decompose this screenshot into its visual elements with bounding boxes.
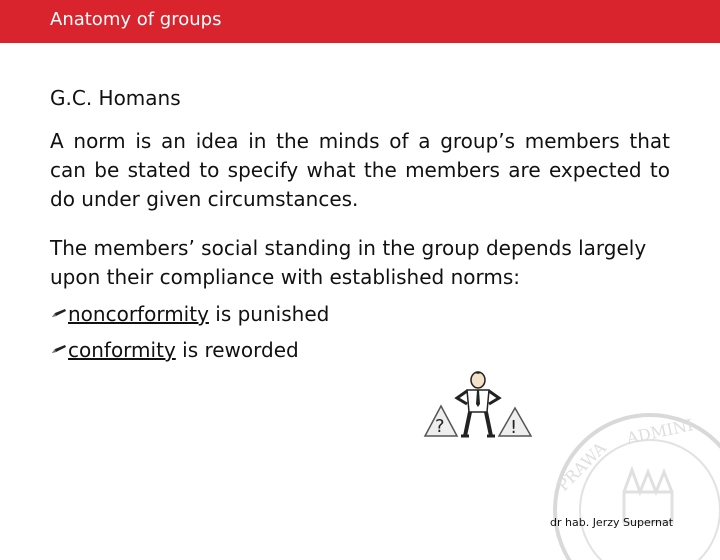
title-bar — [0, 0, 720, 43]
standing-paragraph: The members’ social standing in the group depends largely upon their compliance with established norms: — [50, 236, 647, 289]
svg-text:PRAWA: PRAWA — [553, 438, 610, 495]
bullet-item — [50, 302, 329, 326]
pencil-bullet-icon — [50, 343, 68, 357]
footer-author: dr hab. Jerzy Supernat — [550, 516, 674, 529]
svg-text:?: ? — [435, 416, 445, 437]
author-line: G.C. Homans — [50, 86, 181, 110]
svg-text:!: ! — [510, 417, 518, 438]
university-seal-watermark — [520, 400, 720, 560]
bullet-rest: is reworded — [175, 338, 299, 362]
questioning-man-clipart — [423, 370, 533, 440]
bullet-term: conformity — [68, 338, 176, 362]
definition-paragraph: A norm is an idea in the minds of a group’s members that can be stated to specify what the members are expected to do under given circumstances. — [50, 129, 670, 211]
svg-text:ADMINI: ADMINI — [624, 415, 695, 448]
bullet-rest: is punished — [208, 302, 330, 326]
bullet-term: noncorformity — [68, 302, 209, 326]
slide-title: Anatomy of groups — [50, 9, 222, 30]
pencil-bullet-icon — [50, 307, 68, 321]
bullet-item — [50, 338, 299, 362]
